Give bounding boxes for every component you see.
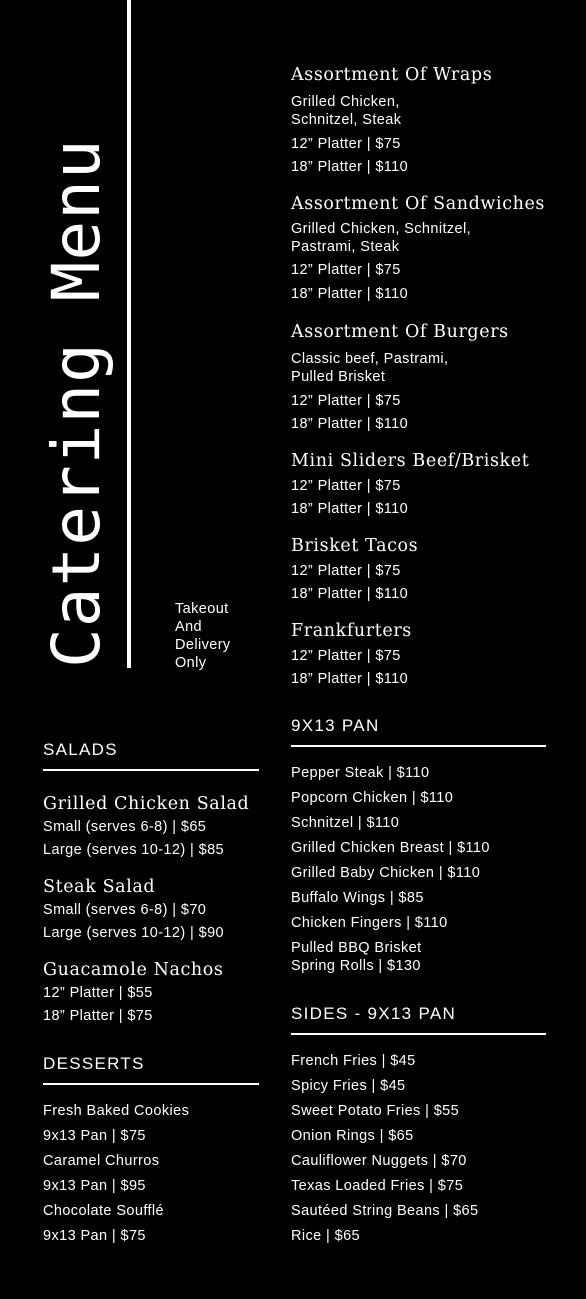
item-price: 18” Platter | $110 <box>291 159 409 175</box>
section-salads <box>43 740 259 1025</box>
pan-item: Schnitzel | $110 <box>291 815 400 831</box>
item-price: 12” Platter | $75 <box>291 563 401 579</box>
item-price: 18” Platter | $110 <box>291 501 409 517</box>
item-desc: Grilled Chicken, Schnitzel, <box>291 221 472 237</box>
section-heading: DESSERTS <box>43 1054 145 1073</box>
item-price: 12” Platter | $75 <box>291 478 401 494</box>
section-heading: SALADS <box>43 740 118 759</box>
pan-item: Popcorn Chicken | $110 <box>291 790 454 806</box>
dessert-line: Chocolate Soufflé <box>43 1203 165 1219</box>
side-item: French Fries | $45 <box>291 1053 416 1069</box>
side-item: Sweet Potato Fries | $55 <box>291 1103 460 1119</box>
pan-item: Grilled Chicken Breast | $110 <box>291 840 490 856</box>
item-price: 12” Platter | $75 <box>291 136 401 152</box>
item-name: Brisket Tacos <box>291 536 419 556</box>
item-desc: Grilled Chicken, <box>291 94 400 110</box>
dessert-line: Caramel Churros <box>43 1153 160 1169</box>
note-line: Delivery <box>175 637 231 653</box>
item-name: Assortment Of Sandwiches <box>291 194 546 214</box>
item-price: 18” Platter | $110 <box>291 286 409 302</box>
dessert-line: Fresh Baked Cookies <box>43 1103 190 1119</box>
section-divider <box>291 745 546 747</box>
side-item: Sautéed String Beans | $65 <box>291 1203 479 1219</box>
item-price: 18” Platter | $110 <box>291 416 409 432</box>
note-line: Takeout <box>175 601 229 617</box>
section-desserts <box>43 1054 259 1252</box>
section-divider <box>43 1083 259 1085</box>
pan-item: Chicken Fingers | $110 <box>291 915 448 931</box>
item-desc: Pulled Brisket <box>291 369 386 385</box>
side-item: Onion Rings | $65 <box>291 1128 414 1144</box>
pan-item: Grilled Baby Chicken | $110 <box>291 865 481 881</box>
vertical-divider <box>127 0 131 668</box>
item-price: 12” Platter | $75 <box>291 393 401 409</box>
salad-price: Large (serves 10-12) | $90 <box>43 925 225 941</box>
dessert-line: 9x13 Pan | $95 <box>43 1178 146 1194</box>
salad-price: Large (serves 10-12) | $85 <box>43 842 225 858</box>
pan-item: Spring Rolls | $130 <box>291 958 421 974</box>
note-line: Only <box>175 655 207 671</box>
section-divider <box>291 1033 546 1035</box>
salad-price: Small (serves 6-8) | $70 <box>43 902 207 918</box>
section-divider <box>43 769 259 771</box>
item-price: 12” Platter | $75 <box>291 648 401 664</box>
item-name: Assortment Of Wraps <box>291 65 493 85</box>
item-wraps <box>291 64 492 176</box>
item-sliders <box>291 450 529 518</box>
side-item: Rice | $65 <box>291 1228 361 1244</box>
item-desc: Schnitzel, Steak <box>291 112 402 128</box>
dessert-line: 9x13 Pan | $75 <box>43 1228 146 1244</box>
takeout-note <box>175 600 231 672</box>
salad-name: Steak Salad <box>43 877 156 897</box>
salad-name: Grilled Chicken Salad <box>43 794 250 814</box>
side-item: Cauliflower Nuggets | $70 <box>291 1153 467 1169</box>
side-item: Spicy Fries | $45 <box>291 1078 406 1094</box>
dessert-line: 9x13 Pan | $75 <box>43 1128 146 1144</box>
item-name: Assortment Of Burgers <box>291 322 509 342</box>
item-tacos <box>291 535 418 603</box>
item-desc: Pastrami, Steak <box>291 239 400 255</box>
pan-item: Pulled BBQ Brisket <box>291 940 422 956</box>
item-frankfurters <box>291 620 412 688</box>
pan-item: Pepper Steak | $110 <box>291 765 430 781</box>
item-burgers <box>291 321 509 433</box>
salad-price: 12” Platter | $55 <box>43 985 153 1001</box>
salad-price: 18” Platter | $75 <box>43 1008 153 1024</box>
item-price: 12” Platter | $75 <box>291 262 401 278</box>
salad-price: Small (serves 6-8) | $65 <box>43 819 207 835</box>
item-name: Mini Sliders Beef/Brisket <box>291 451 530 471</box>
pan-item: Buffalo Wings | $85 <box>291 890 424 906</box>
salad-name: Guacamole Nachos <box>43 960 224 980</box>
item-desc: Classic beef, Pastrami, <box>291 351 449 367</box>
item-sandwiches <box>291 193 545 303</box>
section-pan <box>291 716 546 975</box>
menu-title: Catering Menu <box>38 138 115 668</box>
section-heading: SIDES - 9X13 PAN <box>291 1004 457 1023</box>
item-name: Frankfurters <box>291 621 412 641</box>
side-item: Texas Loaded Fries | $75 <box>291 1178 464 1194</box>
note-line: And <box>175 619 202 635</box>
section-heading: 9X13 PAN <box>291 716 380 735</box>
section-sides <box>291 1004 546 1252</box>
item-price: 18” Platter | $110 <box>291 586 409 602</box>
item-price: 18” Platter | $110 <box>291 671 409 687</box>
